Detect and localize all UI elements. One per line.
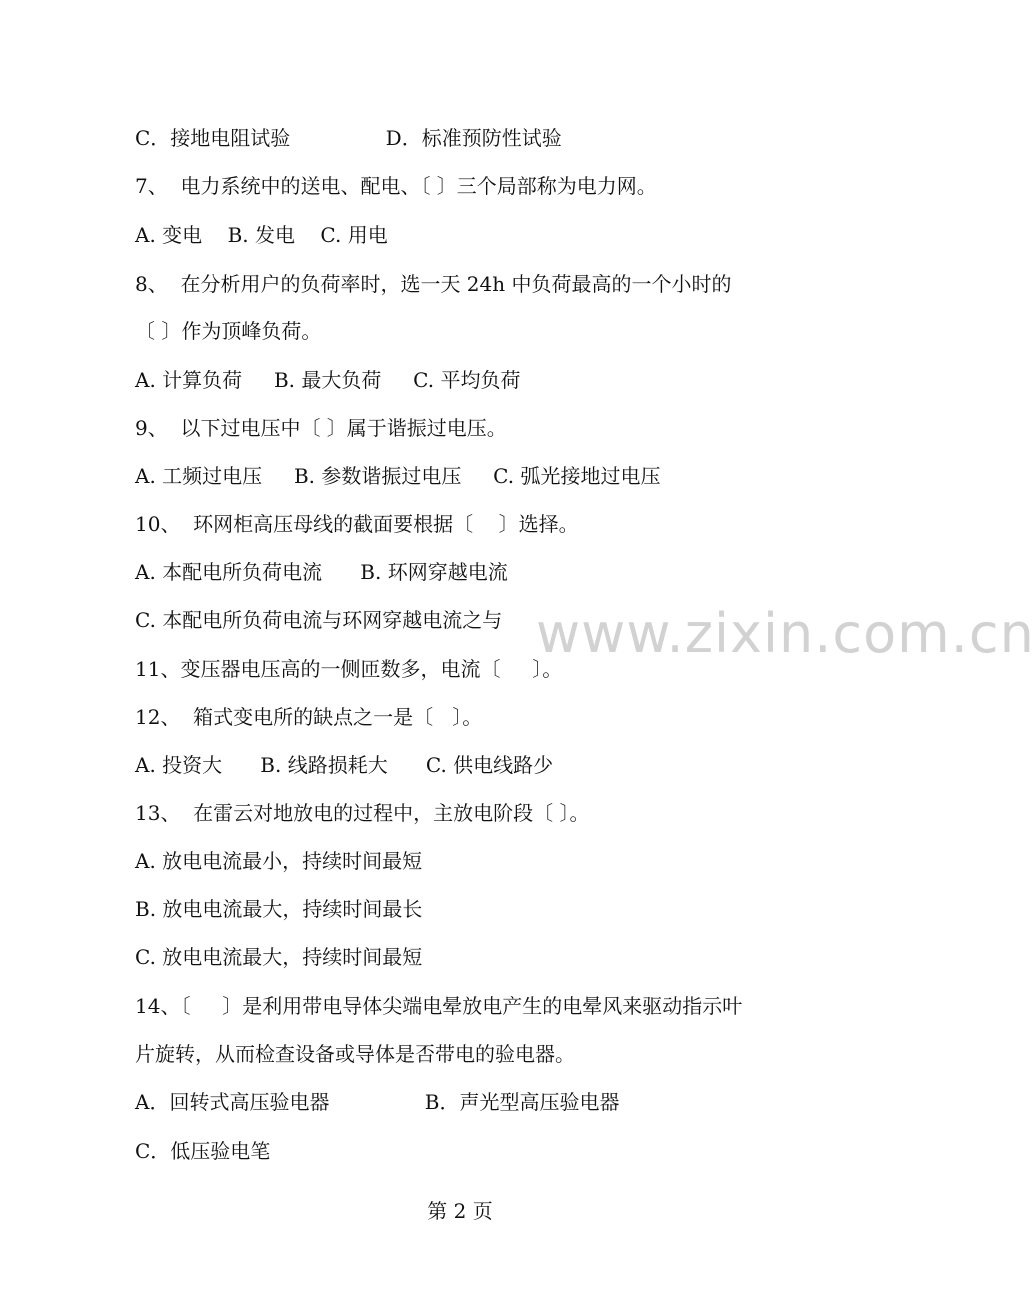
option-q13-b: B. 放电电流最大，持续时间最长 (135, 897, 423, 921)
question-11: 11、变压器电压高的一侧匝数多，电流〔 〕。 (135, 657, 563, 681)
page-number: 第 2 页 (427, 1199, 493, 1223)
options-q14-ab: A．回转式高压验电器 B．声光型高压验电器 (135, 1090, 620, 1114)
question-13: 13、 在雷云对地放电的过程中，主放电阶段〔 〕。 (135, 801, 590, 825)
option-q13-c: C. 放电电流最大，持续时间最短 (135, 945, 423, 969)
options-q8: A. 计算负荷 B. 最大负荷 C. 平均负荷 (135, 368, 521, 392)
options-q12: A. 投资大 B. 线路损耗大 C. 供电线路少 (135, 753, 554, 777)
options-q7: A. 变电 B. 发电 C. 用电 (135, 223, 388, 247)
question-9: 9、 以下过电压中〔 〕属于谐振过电压。 (135, 416, 507, 440)
option-q14-c: C．低压验电笔 (135, 1139, 271, 1163)
options-q10-ab: A. 本配电所负荷电流 B. 环网穿越电流 (135, 560, 508, 584)
watermark: www.zixin.com.cn (536, 602, 1035, 665)
question-14: 14、〔 〕是利用带电导体尖端电晕放电产生的电晕风来驱动指示叶 (135, 994, 743, 1018)
question-10: 10、 环网柜高压母线的截面要根据〔 〕选择。 (135, 512, 579, 536)
question-12: 12、 箱式变电所的缺点之一是〔 〕。 (135, 705, 483, 729)
options-q9: A. 工频过电压 B. 参数谐振过电压 C. 弧光接地过电压 (135, 464, 661, 488)
question-8: 8、 在分析用户的负荷率时，选一天 24h 中负荷最高的一个小时的 (135, 272, 732, 296)
option-line-q6-cd: C．接地电阻试验 D．标准预防性试验 (135, 126, 562, 150)
question-14-cont: 片旋转，从而检查设备或导体是否带电的验电器。 (135, 1042, 575, 1066)
option-q13-a: A. 放电电流最小，持续时间最短 (135, 849, 423, 873)
question-8-cont: 〔 〕作为顶峰负荷。 (135, 319, 322, 343)
options-q10-c: C. 本配电所负荷电流与环网穿越电流之与 (135, 608, 503, 632)
question-7: 7、 电力系统中的送电、配电、〔 〕三个局部称为电力网。 (135, 174, 657, 198)
